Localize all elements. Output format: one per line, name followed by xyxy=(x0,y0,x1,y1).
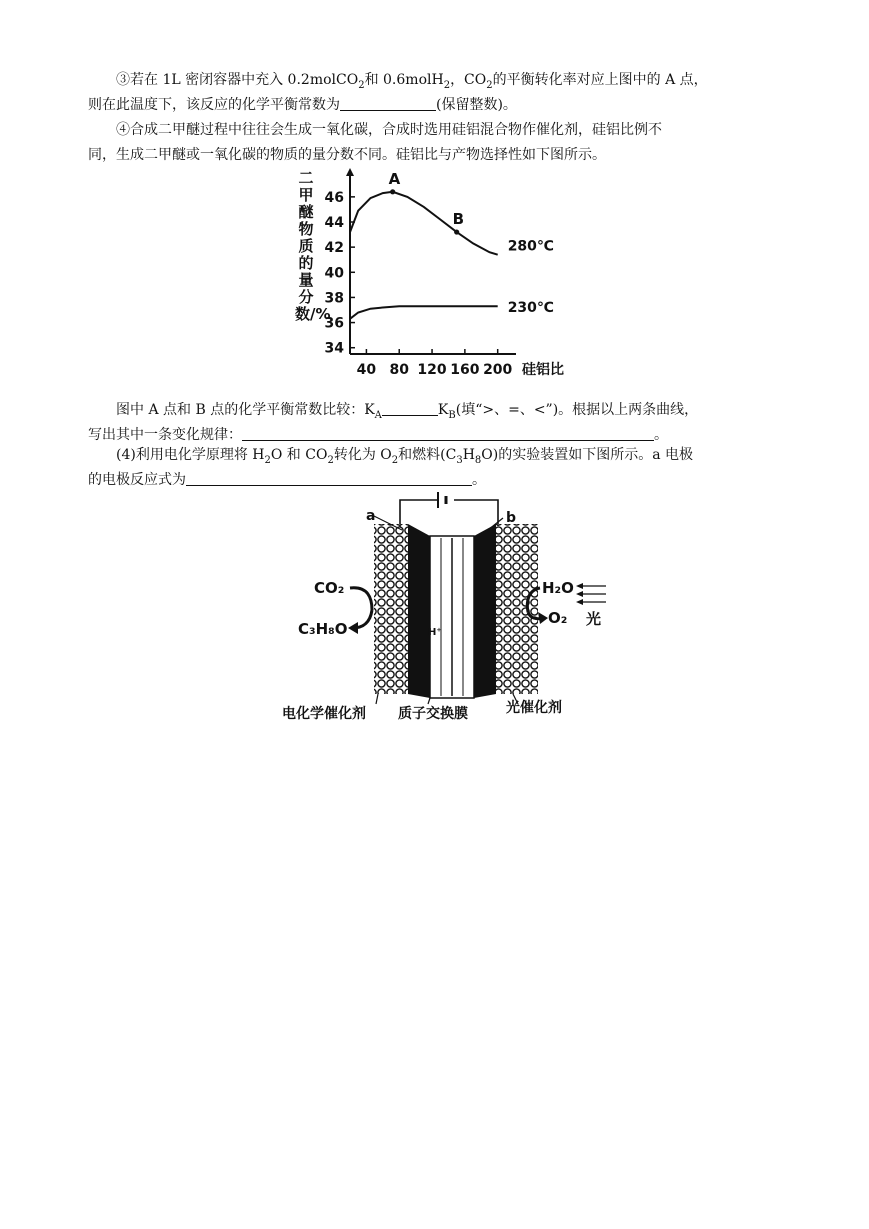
point-B xyxy=(454,229,459,234)
x-tick-label: 120 xyxy=(417,362,447,378)
label-photo-catalyst: 光催化剂 xyxy=(506,700,562,716)
compare-line-2: 写出其中一条变化规律： 。 xyxy=(88,427,668,443)
electro-line-2: 的电极反应式为 。 xyxy=(88,472,486,488)
label-b: b xyxy=(506,510,517,526)
electro-catalyst-layer xyxy=(374,524,408,694)
x-tick-label: 200 xyxy=(483,362,513,378)
electrode-blank[interactable] xyxy=(186,471,472,486)
photo-catalyst-layer xyxy=(496,524,538,694)
point-A xyxy=(390,189,395,194)
question-4-line-1: ④合成二甲醚过程中往往会生成一氧化碳，合成时选用硅铝混合物作催化剂，硅铝比例不 xyxy=(116,122,662,138)
rule-blank[interactable] xyxy=(242,426,654,441)
label-c3h8o: C₃H₈O xyxy=(298,620,348,638)
x-tick-label: 80 xyxy=(389,362,409,378)
x-tick-label: 40 xyxy=(356,362,377,378)
electrode-b xyxy=(474,524,496,698)
series-line-280 xyxy=(350,192,498,255)
question-3-line-1: ③若在 1L 密闭容器中充入 0.2molCO$_2$和 0.6molH$_2$，$CO_2$的平衡转化率对应上图中的 A 点， xyxy=(116,72,708,91)
point-label: A xyxy=(388,169,401,188)
y-axis-arrow xyxy=(346,168,354,176)
x-axis-label: 硅铝比 xyxy=(522,362,564,378)
label-h-plus: H⁺ xyxy=(428,627,442,638)
answer-blank[interactable] xyxy=(340,96,436,111)
chart-svg xyxy=(288,166,588,396)
y-tick-label: 44 xyxy=(324,215,344,231)
label-light: 光 xyxy=(586,610,602,628)
series-line-230 xyxy=(350,306,498,319)
question-4-line-2: 同，生成二甲醚或一氧化碳的物质的量分数不同。硅铝比与产物选择性如下图所示。 xyxy=(88,147,606,163)
electrolysis-device-diagram xyxy=(278,490,623,730)
label-electro-catalyst: 电化学催化剂 xyxy=(282,706,366,722)
series-label: 280℃ xyxy=(507,238,554,255)
point-label: B xyxy=(452,210,465,229)
power-source xyxy=(400,492,498,530)
y-tick-label: 42 xyxy=(324,240,344,257)
selectivity-chart xyxy=(288,166,588,396)
compare-blank[interactable] xyxy=(382,401,438,416)
question-3-line-2: 则在此温度下，该反应的化学平衡常数为 (保留整数)。 xyxy=(88,97,517,113)
label-co2: CO₂ xyxy=(314,579,345,597)
series-label: 230℃ xyxy=(507,300,554,317)
y-tick-label: 36 xyxy=(324,315,344,332)
chart-y-axis-label: 二甲醚物质的量分数/% xyxy=(295,169,331,323)
label-a: a xyxy=(366,508,376,524)
y-tick-label: 46 xyxy=(324,189,344,206)
electrode-a xyxy=(408,524,430,698)
label-h2o: H₂O xyxy=(542,579,574,597)
light-arrows xyxy=(576,583,606,605)
label-membrane: 质子交换膜 xyxy=(398,706,468,722)
x-tick-label: 160 xyxy=(450,362,480,378)
compare-line-1: 图中 A 点和 B 点的化学平衡常数比较：$K_A$ $K_B$(填“>、=、<”)。根据以上两条曲线， xyxy=(116,402,699,421)
label-o2: O₂ xyxy=(548,609,568,627)
y-tick-label: 34 xyxy=(324,340,344,357)
y-tick-label: 38 xyxy=(324,290,344,307)
y-tick-label: 40 xyxy=(324,265,344,282)
electro-line-1: (4)利用电化学原理将 $H_2O$ 和 $CO_2$转化为 $O_2$和燃料$(C_3H_8O)$的实验装置如下图所示。a 电极 xyxy=(116,447,694,466)
